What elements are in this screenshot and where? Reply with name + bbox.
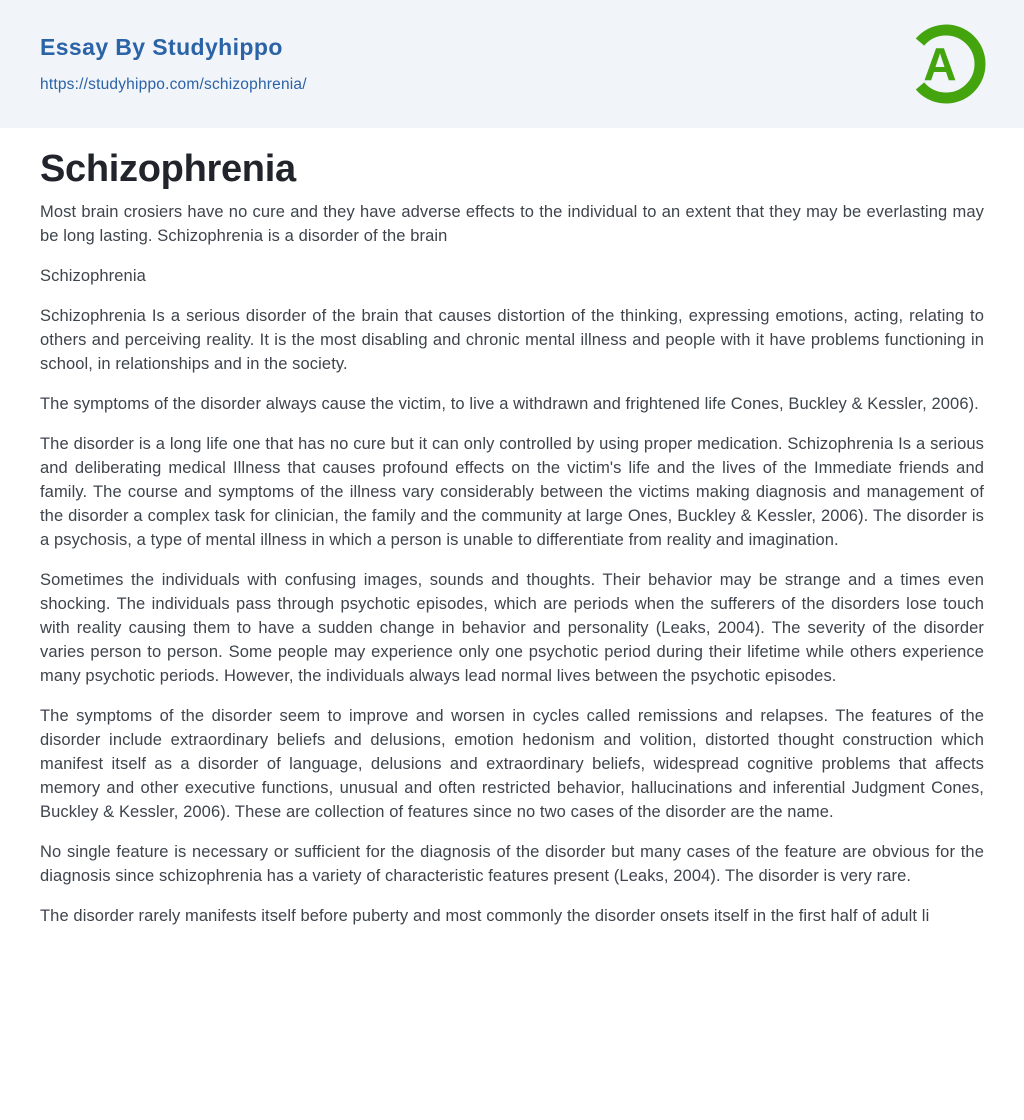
essay-content — [0, 149, 1024, 928]
studyhippo-logo-icon — [902, 22, 986, 106]
essay-paragraph: The symptoms of the disorder always cause the victim, to live a withdrawn and frightened life Cones, Buckley & Kessler, 2006). — [40, 394, 979, 413]
essay-paragraph: Schizophrenia — [40, 266, 146, 285]
site-title: Essay By Studyhippo — [40, 33, 283, 60]
essay-paragraph: The disorder rarely manifests itself before puberty and most commonly the disorder onsets itself in the first half of adult li — [40, 906, 930, 925]
logo-letter: A — [923, 38, 957, 90]
essay-paragraph: Most brain crosiers have no cure and they have adverse effects to the individual to an extent that they may be everlasting may be long lasting. Schizophrenia is a disorder of the brain — [40, 202, 984, 245]
essay-paragraph: The symptoms of the disorder seem to improve and worsen in cycles called remissions and relapses. The features of the disorder include extraordinary beliefs and delusions, emotion hedonism and volition, distorted thought construction which manifest itself as a disorder of language, delusions and extraordinary beliefs, widespread cognitive problems that affects memory and other executive functions, unusual and often restricted behavior, hallucinations and inferential Judgment Cones, Buckley & Kessler, 2006). These are collection of features since no two cases of the disorder are the name. — [40, 706, 984, 821]
page-header — [0, 0, 1024, 128]
essay-paragraph: The disorder is a long life one that has no cure but it can only controlled by using proper medication. Schizophrenia Is a serious and deliberating medical Illness that causes profound effects on the victim's life and the lives of the Immediate friends and family. The course and symptoms of the illness vary considerably between the victims making diagnosis and management of the disorder a complex task for clinician, the family and the community at large Ones, Buckley & Kessler, 2006). The disorder is a psychosis, a type of mental illness in which a person is unable to differentiate from reality and imagination. — [40, 434, 984, 549]
essay-paragraph: Sometimes the individuals with confusing images, sounds and thoughts. Their behavior may be strange and a times even shocking. The individuals pass through psychotic episodes, which are periods when the sufferers of the disorders lose touch with reality causing them to have a sudden change in behavior and personality (Leaks, 2004). The severity of the disorder varies person to person. Some people may experience only one psychotic period during their lifetime while others experience many psychotic periods. However, the individuals always lead normal lives between the psychotic episodes. — [40, 570, 984, 685]
essay-title: Schizophrenia — [40, 148, 296, 190]
essay-paragraph: No single feature is necessary or sufficient for the diagnosis of the disorder but many cases of the feature are obvious for the diagnosis since schizophrenia has a variety of characteristic features present (Leaks, 2004). The disorder is very rare. — [40, 842, 984, 885]
essay-url-link[interactable]: https://studyhippo.com/schizophrenia/ — [40, 76, 307, 94]
essay-paragraph: Schizophrenia Is a serious disorder of the brain that causes distortion of the thinking, expressing emotions, acting, relating to others and perceiving reality. It is the most disabling and chronic mental illness and people with it have problems functioning in school, in relationships and in the society. — [40, 306, 984, 373]
header-text-block — [40, 34, 307, 95]
